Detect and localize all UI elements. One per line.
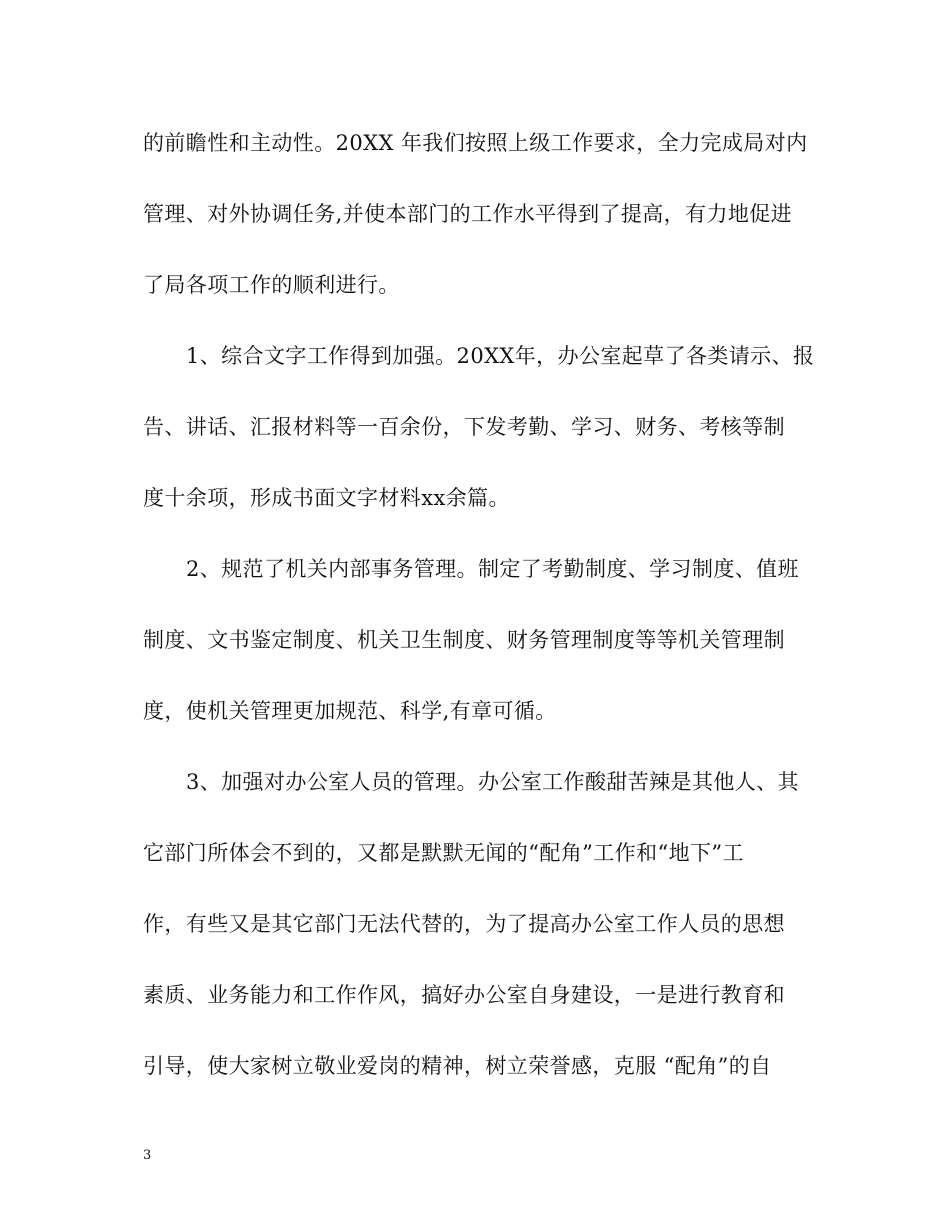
body-text-line: 作，有些又是其它部门无法代替的，为了提高办公室工作人员的思想: [143, 912, 785, 936]
paragraph-item-2-line: 2、规范了机关内部事务管理。制定了考勤制度、学习制度、值班: [186, 557, 799, 581]
body-text-line: 它部门所体会不到的，又都是默默无闻的“配角”工作和“地下”工: [143, 841, 744, 865]
body-text-line: 度十余项，形成书面文字材料xx余篇。: [143, 486, 510, 510]
body-text-line: 了局各项工作的顺利进行。: [143, 273, 400, 297]
body-text-line: 引导，使大家树立敬业爱岗的精神，树立荣誉感，克服 “配角”的自: [143, 1054, 772, 1078]
paragraph-item-3-line: 3、加强对办公室人员的管理。办公室工作酸甜苦辣是其他人、其: [186, 770, 799, 794]
body-text-line: 的前瞻性和主动性。20XX 年我们按照上级工作要求，全力完成局对内: [143, 131, 808, 155]
body-text-line: 告、讲话、汇报材料等一百余份，下发考勤、学习、财务、考核等制: [143, 415, 785, 439]
page-number: 3: [143, 1148, 152, 1163]
paragraph-item-1-line: 1、综合文字工作得到加强。20XX年，办公室起草了各类请示、报: [186, 344, 815, 368]
body-text-line: 管理、对外协调任务,并使本部门的工作水平得到了提高，有力地促进: [143, 202, 793, 226]
body-text-line: 素质、业务能力和工作作风，搞好办公室自身建设，一是进行教育和: [143, 983, 785, 1007]
body-text-line: 制度、文书鉴定制度、机关卫生制度、财务管理制度等等机关管理制: [143, 628, 785, 652]
body-text-line: 度，使机关管理更加规范、科学,有章可循。: [143, 699, 557, 723]
